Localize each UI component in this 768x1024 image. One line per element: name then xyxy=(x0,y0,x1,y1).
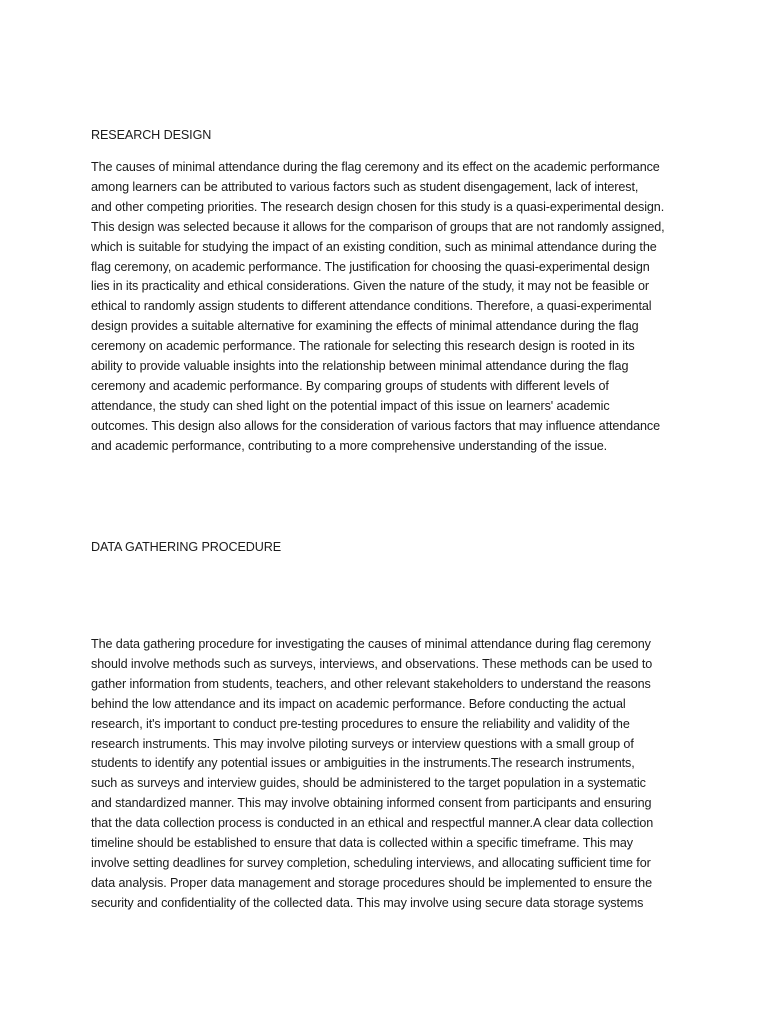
paragraph-line: lies in its practicality and ethical considerations. Given the nature of the study, it may not be feasible or xyxy=(91,279,649,294)
paragraph-line: The data gathering procedure for investigating the causes of minimal attendance during flag ceremony xyxy=(91,637,651,651)
paragraph-line: ceremony and academic performance. By comparing groups of students with different levels of xyxy=(91,378,609,393)
paragraph-line: research, it's important to conduct pre-testing procedures to ensure the reliability and validity of the xyxy=(91,716,630,731)
paragraph-line: behind the low attendance and its impact on academic performance. Before conducting the actual xyxy=(91,696,626,711)
data-gathering-paragraph xyxy=(91,635,691,914)
research-design-paragraph xyxy=(91,158,691,457)
paragraph-line: ceremony on academic performance. The rationale for selecting this research design is rooted in its xyxy=(91,339,635,354)
section-heading-research-design: RESEARCH DESIGN xyxy=(91,128,212,142)
paragraph-line: such as surveys and interview guides, should be administered to the target population in a systematic xyxy=(91,776,646,791)
paragraph-line: that the data collection process is conducted in an ethical and respectful manner.A clear data collection xyxy=(91,816,654,831)
paragraph-line: flag ceremony, on academic performance. The justification for choosing the quasi-experimental design xyxy=(91,259,650,274)
paragraph-line: outcomes. This design also allows for the consideration of various factors that may influence attendance xyxy=(91,418,660,433)
paragraph-line: and other competing priorities. The research design chosen for this study is a quasi-experimental design. xyxy=(91,199,665,214)
section-heading-data-gathering-procedure: DATA GATHERING PROCEDURE xyxy=(91,540,282,554)
paragraph-line: research instruments. This may involve piloting surveys or interview questions with a small group of xyxy=(91,736,634,751)
paragraph-line: security and confidentiality of the collected data. This may involve using secure data storage systems xyxy=(91,895,644,910)
paragraph-line: should involve methods such as surveys, interviews, and observations. These methods can be used to xyxy=(91,656,653,671)
paragraph-line: which is suitable for studying the impact of an existing condition, such as minimal attendance during the xyxy=(91,239,657,254)
paragraph-line: design provides a suitable alternative for examining the effects of minimal attendance during the flag xyxy=(91,319,639,334)
paragraph-line: students to identify any potential issues or ambiguities in the instruments.The research instruments, xyxy=(91,756,635,771)
paragraph-line: gather information from students, teachers, and other relevant stakeholders to understand the reasons xyxy=(91,676,651,691)
paragraph-line: ethical to randomly assign students to different attendance conditions. Therefore, a quasi-experimental xyxy=(91,299,652,314)
paragraph-line: data analysis. Proper data management and storage procedures should be implemented to ensure the xyxy=(91,875,652,890)
paragraph-line: involve setting deadlines for survey completion, scheduling interviews, and allocating sufficient time for xyxy=(91,855,651,870)
paragraph-line: ability to provide valuable insights into the relationship between minimal attendance during the flag xyxy=(91,359,629,374)
paragraph-line: timeline should be established to ensure that data is collected within a specific timeframe. This may xyxy=(91,836,633,851)
paragraph-line: The causes of minimal attendance during the flag ceremony and its effect on the academic performance xyxy=(91,160,660,174)
paragraph-line: and standardized manner. This may involve obtaining informed consent from participants and ensuring xyxy=(91,796,652,811)
paragraph-line: This design was selected because it allows for the comparison of groups that are not randomly assigned, xyxy=(91,219,665,234)
paragraph-line: attendance, the study can shed light on the potential impact of this issue on learners' academic xyxy=(91,398,610,413)
paragraph-line: among learners can be attributed to various factors such as student disengagement, lack of interest, xyxy=(91,179,639,194)
paragraph-line: and academic performance, contributing to a more comprehensive understanding of the issue. xyxy=(91,438,608,453)
